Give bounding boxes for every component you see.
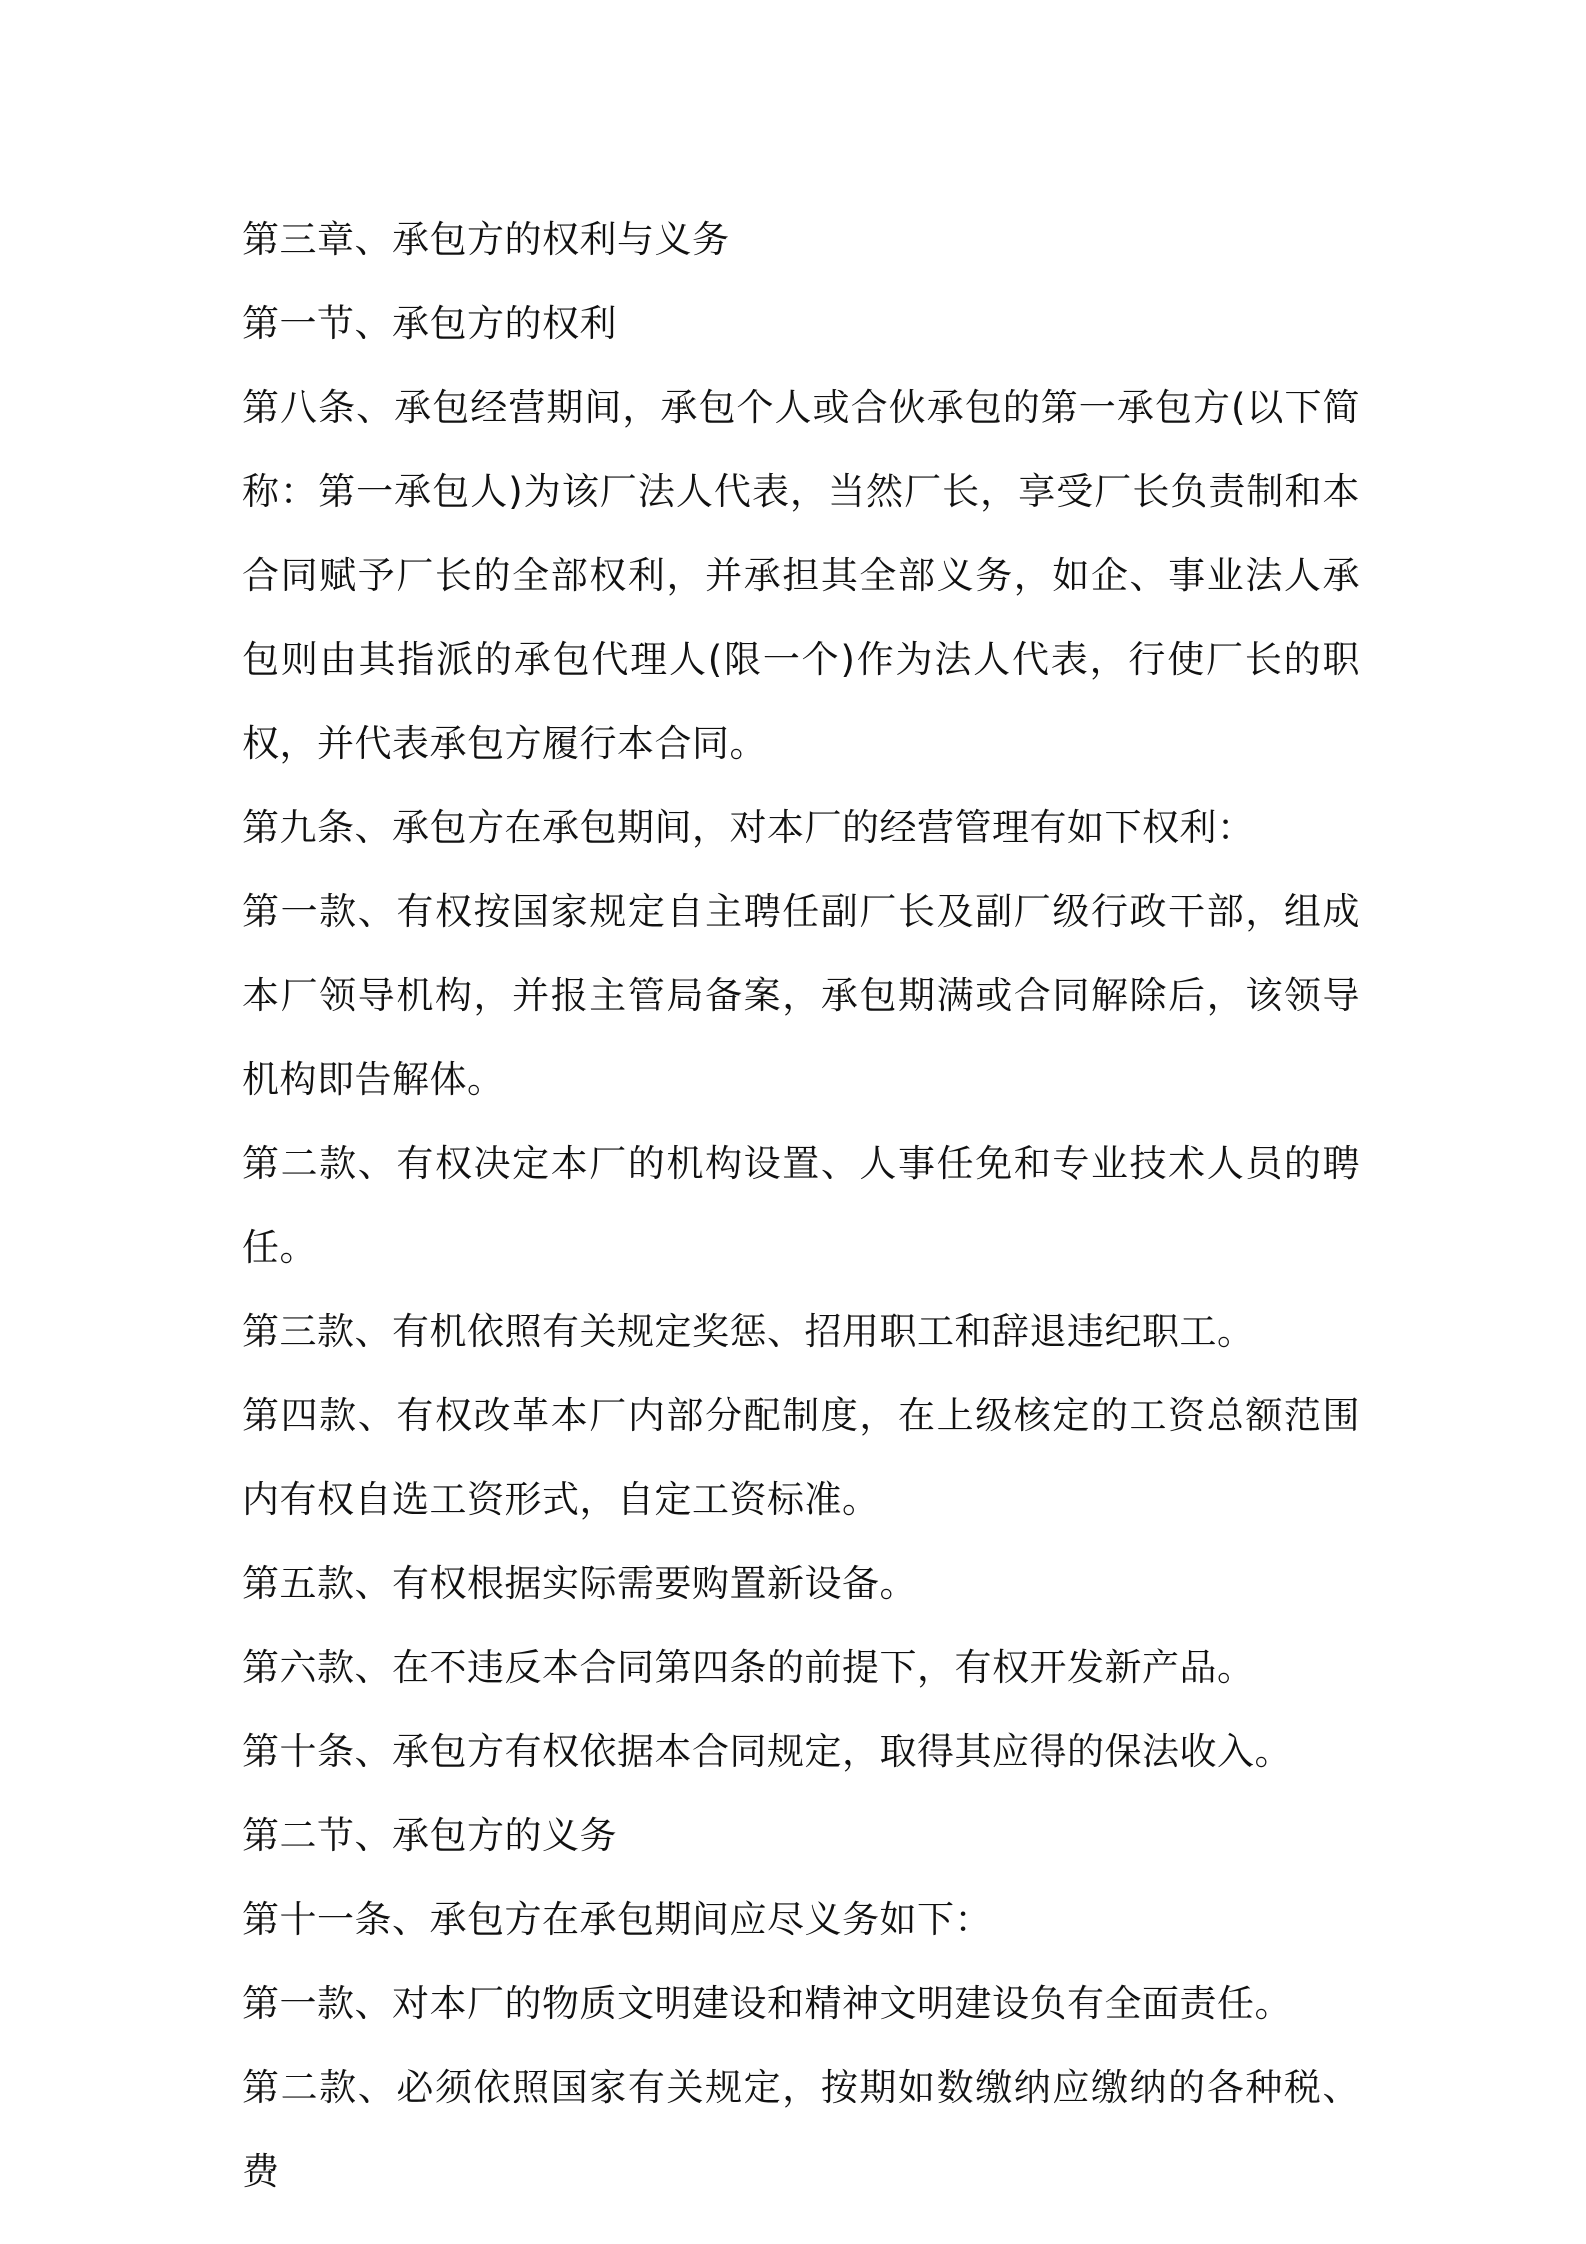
- section-heading: 第一节、承包方的权利: [242, 302, 617, 345]
- clause-paragraph: 第二款、有权决定本厂的机构设置、人事任免和专业技术人员的聘任。: [242, 1142, 1360, 1269]
- clause-paragraph: 第一款、有权按国家规定自主聘任副厂长及副厂级行政干部，组成本厂领导机构，并报主管局备案，承包期满或合同解除后，该领导机构即告解体。: [242, 890, 1360, 1101]
- chapter-heading: 第三章、承包方的权利与义务: [242, 218, 730, 261]
- clause-paragraph: 第一款、对本厂的物质文明建设和精神文明建设负有全面责任。: [242, 1982, 1292, 2025]
- clause-paragraph: 第二款、必须依照国家有关规定，按期如数缴纳应缴纳的各种税、费: [242, 2066, 1360, 2193]
- article-paragraph: 第九条、承包方在承包期间，对本厂的经营管理有如下权利：: [242, 806, 1255, 849]
- clause-paragraph: 第四款、有权改革本厂内部分配制度，在上级核定的工资总额范围内有权自选工资形式，自定工资标准。: [242, 1394, 1360, 1521]
- clause-paragraph: 第三款、有机依照有关规定奖惩、招用职工和辞退违纪职工。: [242, 1310, 1255, 1353]
- document-body: [242, 198, 1360, 2214]
- section-heading: 第二节、承包方的义务: [242, 1814, 617, 1857]
- article-paragraph: 第八条、承包经营期间，承包个人或合伙承包的第一承包方(以下简称：第一承包人)为该厂法人代表，当然厂长，享受厂长负责制和本合同赋予厂长的全部权利，并承担其全部义务，如企、事业法人承包则由其指派的承包代理人(限一个)作为法人代表，行使厂长的职权，并代表承包方履行本合同。: [242, 386, 1360, 765]
- article-paragraph: 第十一条、承包方在承包期间应尽义务如下：: [242, 1898, 992, 1941]
- clause-paragraph: 第五款、有权根据实际需要购置新设备。: [242, 1562, 917, 1605]
- clause-paragraph: 第六款、在不违反本合同第四条的前提下，有权开发新产品。: [242, 1646, 1255, 1689]
- article-paragraph: 第十条、承包方有权依据本合同规定，取得其应得的保法收入。: [242, 1730, 1292, 1773]
